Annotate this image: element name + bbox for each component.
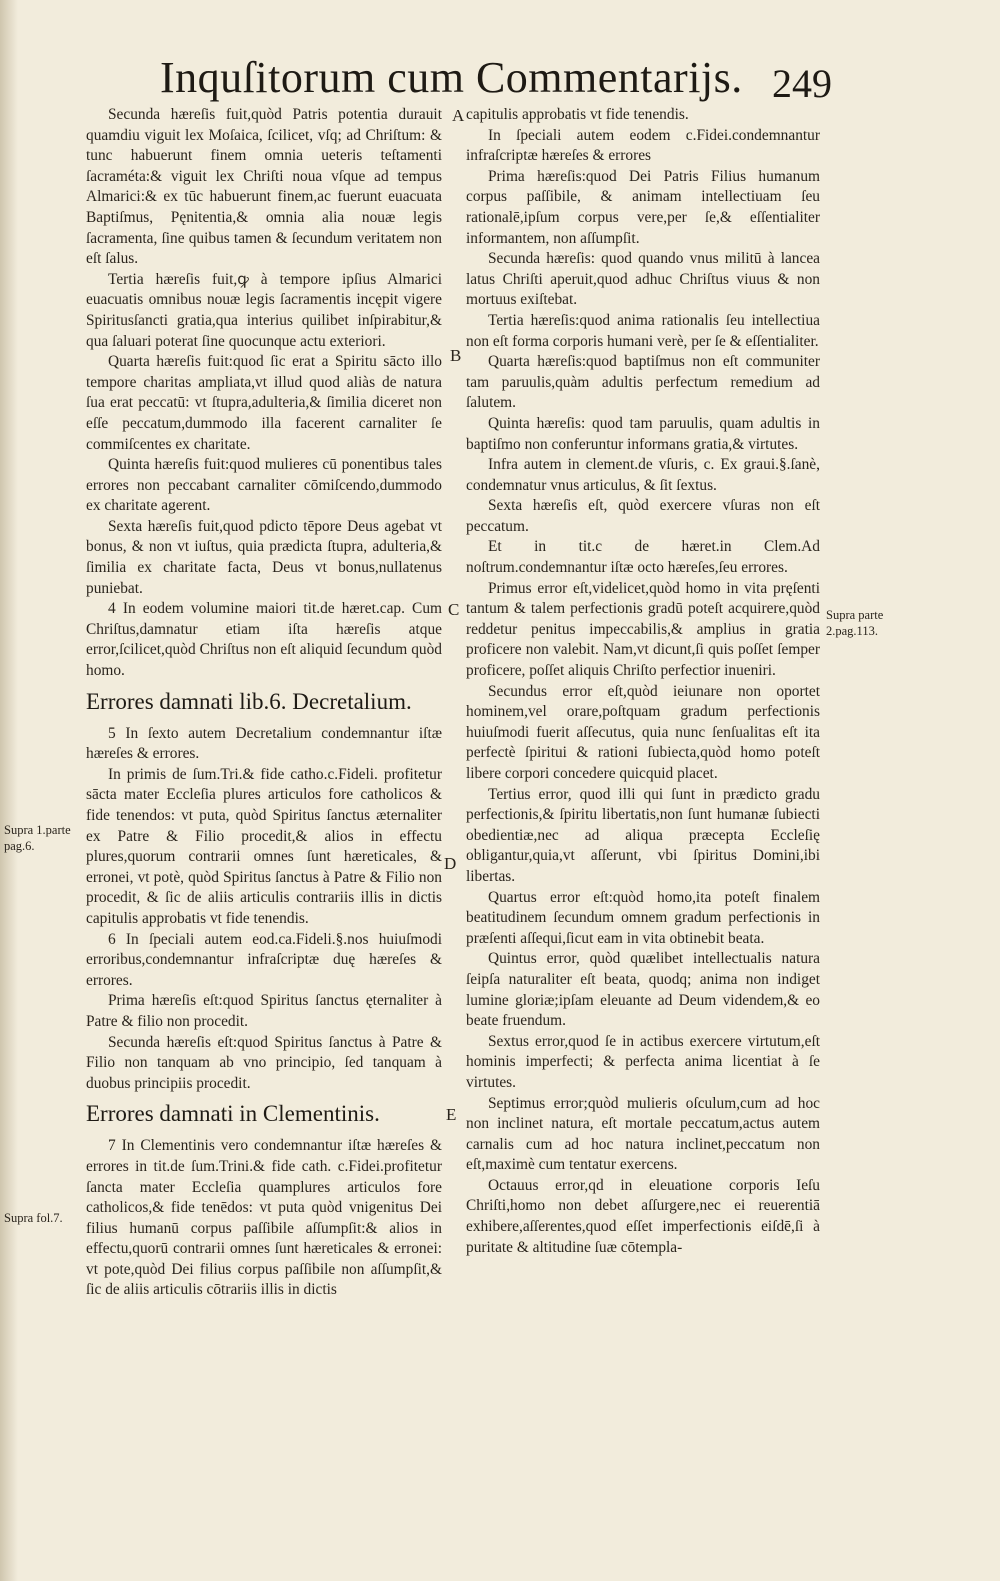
section-heading: Errores damnati in Clementinis. [86, 1101, 380, 1127]
margin-note-left-lower: Supra fol.7. [4, 1211, 63, 1225]
text-paragraph [466, 352, 820, 414]
paragraph-text: Et in tit.c de hæret.in Clem.Ad noſtrum.condemnantur iſtæ octo hæreſes,ſeu errores. [466, 538, 820, 577]
paragraph-text: In eodem volumine maiori tit.de hæret.cap. Cum Chriſtus,damnatur etiam iſta hæreſis atque error,ſcilicet,quòd Chriſtus non eſt aliquid ſecundum quòd homo. [86, 600, 442, 680]
text-paragraph [86, 724, 442, 765]
paragraph-text: In ſpeciali autem eod.ca.Fideli.§.nos huiuſmodi erroribus,condemnantur infraſcriptæ duę hæreſes & errores. [86, 930, 442, 989]
paragraph-text: Secundus error eſt,quòd ieiunare non oportet hominem,vel orare,poſtquam gradum perfectionis huiuſmodi fuerit aſſecutus, quia nunc ſenſualitas eſt ita perfectè ſpiritui & rationi ſubiecta,quòd homo poteſt libere corpori concedere quicquid placet. [466, 682, 820, 782]
paragraph-text: Octauus error,qd in eleuatione corporis Ieſu Chriſti,homo non debet aſſurgere,nec ei reuerentiā exhibere,aſſerentes,quod eſſet imperfectionis eiſdē,ſi à puritate & altitudine ſuæ cōtempla- [466, 1176, 820, 1256]
paragraph-text: Tertius error, quod illi qui ſunt in prædicto gradu perfectionis,& ſpiritu libertatis,non ſunt humanæ ſubiecti obedientiæ,nec ad aliqua præcepta Eccleſię obligantur,quia,vt aſſerunt, vbi ſpiritus Domini,ibi libertas. [466, 785, 820, 885]
text-paragraph [86, 455, 442, 517]
right-text-column [466, 105, 820, 1258]
margin-note-right: Supra parte 2.pag.113. [826, 608, 884, 638]
text-paragraph [86, 991, 442, 1032]
margin-note-left-upper: Supra 1.parte pag.6. [4, 823, 71, 853]
text-paragraph [466, 579, 820, 682]
paragraph-text: Prima hæreſis eſt:quod Spiritus ſanctus ęternaliter à Patre & filio non procedit. [86, 992, 442, 1030]
text-paragraph [466, 105, 820, 126]
text-paragraph [86, 352, 442, 455]
paragraph-text: In primis de ſum.Tri.& fide catho.c.Fideli. profitetur sācta mater Eccleſia plures articulos fore catholicos & fide tenendos: vt puta, quòd Spiritus ſanctus æternaliter ex Patre & Filio procedit,& alios in effectu plures,quorum contrarii omnes ſunt hæreticales, & erronei, vt potè, quòd Spiritus ſanctus à Patre & Filio non procedit, & ſic de aliis articulis contrariis illis in dictis capitulis approbatis vt fide tenendis. [86, 765, 442, 927]
paragraph-text: In ſpeciali autem eodem c.Fidei.condemnantur infraſcriptæ hæreſes & errores [466, 126, 820, 165]
text-paragraph [466, 1094, 820, 1176]
text-paragraph [86, 599, 442, 681]
paragraph-text: Tertia hæreſis fuit,ꝙ à tempore ipſius Almarici euacuatis omnibus nouæ legis ſacramentis incępit vigere Spiritusſancti gratia,qua interius quilibet inſpirabitur,& qua ſaluari poterat ſine quocunque actu exteriori. [86, 270, 442, 350]
paragraph-number: 6 [108, 930, 116, 948]
page-number: 249 [772, 61, 832, 106]
section-letter-b: B [450, 346, 462, 365]
paragraph-text: capitulis approbatis vt fide tenendis. [466, 106, 689, 123]
paragraph-text: Sexta hæreſis fuit,quod pdicto tēpore Deus agebat vt bonus, & non vt iuſtus, quia prædicta ſtupra, adulteria,& ſimilia ex charitate facta, Deus vt bonus,nullatenus puniebat. [86, 517, 442, 597]
page-binding-shadow [0, 0, 18, 1581]
left-text-column [86, 105, 442, 1301]
text-paragraph [466, 1032, 820, 1094]
paragraph-text: Quarta hæreſis fuit:quod ſic erat a Spiritu sācto illo tempore charitas ampliata,vt illud quod aliàs de natura ſua erat peccatū: vt ſtupra,adulteria,& ſimilia diceret non eſſe peccatum,dummodo illa facerent carnaliter ſe commiſcentes ex charitate. [86, 353, 442, 453]
paragraph-number: 4 [108, 600, 116, 618]
running-header-title: Inquſitorum cum Commentarijs. [160, 53, 743, 102]
paragraph-text: Quintus error, quòd quælibet intellectualis natura ſeipſa naturaliter eſt beata, quodq; anima non indiget lumine gloriæ;ipſam eleuante ad Deum videndem,& eo beate fruendum. [466, 950, 820, 1030]
text-paragraph [86, 270, 442, 352]
text-paragraph [466, 1176, 820, 1258]
text-paragraph [466, 785, 820, 888]
paragraph-text: Secunda hæreſis: quod quando vnus militū à lancea latus Chriſti aperuit,quod adhuc Chriſtus viuus & non mortuus exiſtebat. [466, 250, 820, 309]
paragraph-text: Septimus error;quòd mulieris oſculum,cum ad hoc non inclinet natura, eſt mortale peccatum,actus autem carnalis cum ad hoc natura inclinet,peccatum non eſt,maximè cum tentatur exercens. [466, 1094, 820, 1174]
section-letter-d: D [444, 854, 457, 873]
paragraph-text: Quarta hæreſis:quod baptiſmus non eſt communiter tam paruulis,quàm adultis perfectum remedium ad ſalutem. [466, 353, 820, 412]
paragraph-text: Secunda hæreſis fuit,quòd Patris potentia durauit quamdiu viguit lex Moſaica, ſcilicet, vſq; ad Chriſtum: & tunc habuerunt finem omnia ueteris teſtamenti ſacraméta:& viguit lex Chriſti noua vſque ad tempus Almarici:& ex tūc habuerunt finem,ac fuerunt euacuata Baptiſmus, Pęnitentia,& omnia alia nouæ legis ſacramenta, ſine quibus tamen & ſecundum veritatem non eſt ſalus. [86, 106, 442, 268]
paragraph-text: In Clementinis vero condemnantur iſtæ hæreſes & errores in tit.de ſum.Trini.& fide cath. c.Fidei.profitetur ſancta mater Eccleſia quamplures articulos fore catholicos,& fide tenēdos: vt puta quòd vnigenitus Dei filius humanū corpus paſſibile aſſumpſit:& alios in effectu,quorū contrarii omnes ſunt hæreticales & erronei: vt pote,quòd Dei filius corpus paſſibile non aſſumpſit,& ſic de aliis articulis cōtrariis illis in dictis [86, 1137, 442, 1299]
text-paragraph [86, 1136, 442, 1301]
paragraph-number: 7 [108, 1137, 116, 1155]
text-paragraph [86, 517, 442, 599]
text-paragraph [86, 105, 442, 270]
paragraph-text: Sexta hæreſis eſt, quòd exercere vſuras non eſt peccatum. [466, 497, 820, 535]
text-paragraph [466, 167, 820, 249]
text-paragraph [86, 765, 442, 930]
section-letter-e: E [446, 1105, 457, 1124]
text-paragraph [86, 1033, 442, 1095]
section-heading: Errores damnati lib.6. Decretalium. [86, 688, 412, 714]
text-paragraph [466, 888, 820, 950]
text-paragraph [86, 930, 442, 992]
text-paragraph [466, 682, 820, 785]
text-paragraph [466, 414, 820, 455]
paragraph-text: Quartus error eſt:quòd homo,ita poteſt finalem beatitudinem ſecundum omnem gradum perfectionis in præſenti aſſequi,ſicut eam in vita obtinebit beata. [466, 888, 820, 947]
text-paragraph [466, 455, 820, 496]
text-paragraph [466, 496, 820, 537]
paragraph-text: Sextus error,quod ſe in actibus exercere virtutum,eſt hominis imperfecti; & perfecta anima licentiat à ſe virtutes. [466, 1032, 820, 1091]
text-paragraph [466, 311, 820, 352]
paragraph-text: Prima hæreſis:quod Dei Patris Filius humanum corpus paſſibile, & animam intellectiuam ſeu rationalē,ipſum corpus vere,per ſe,& eſſentialiter informantem, non aſſumpſit. [466, 167, 820, 247]
paragraph-text: Quinta hæreſis fuit:quod mulieres cū ponentibus tales errores non peccabant carnaliter cōmiſcendo,dummodo ex charitate agerent. [86, 456, 442, 515]
paragraph-text: Primus error eſt,videlicet,quòd homo in vita pręſenti tantum & talem perfectionis gradū poteſt acquirere,quòd reddetur penitus impeccabilis,& amplius in gratia proficere non valebit. Nam,vt dicunt,ſi quis poſſet ſemper proficere, poſſet aliquis Chriſto perfectior inueniri. [466, 579, 820, 680]
paragraph-text: Quinta hæreſis: quod tam paruulis, quam adultis in baptiſmo non conferuntur informans gratia,& virtutes. [466, 414, 820, 453]
section-letter-a: A [452, 106, 465, 125]
paragraph-text: In ſexto autem Decretalium condemnantur iſtæ hæreſes & errores. [86, 724, 442, 763]
paragraph-text: Infra autem in clement.de vſuris, c. Ex graui.§.ſanè, condemnatur vnus articulus, & ſit ſextus. [466, 456, 820, 494]
text-paragraph [466, 126, 820, 167]
text-paragraph [466, 949, 820, 1031]
paragraph-number: 5 [108, 724, 116, 742]
text-paragraph [466, 537, 820, 578]
paragraph-text: Tertia hæreſis:quod anima rationalis ſeu intellectiua non eſt forma corporis humani verè, per ſe & eſſentialiter. [466, 311, 820, 350]
section-letter-c: C [448, 600, 460, 619]
text-paragraph [466, 249, 820, 311]
paragraph-text: Secunda hæreſis eſt:quod Spiritus ſanctus à Patre & Filio non tanquam ab vno principio, ſed tanquam à duobus principiis procedit. [86, 1033, 442, 1092]
